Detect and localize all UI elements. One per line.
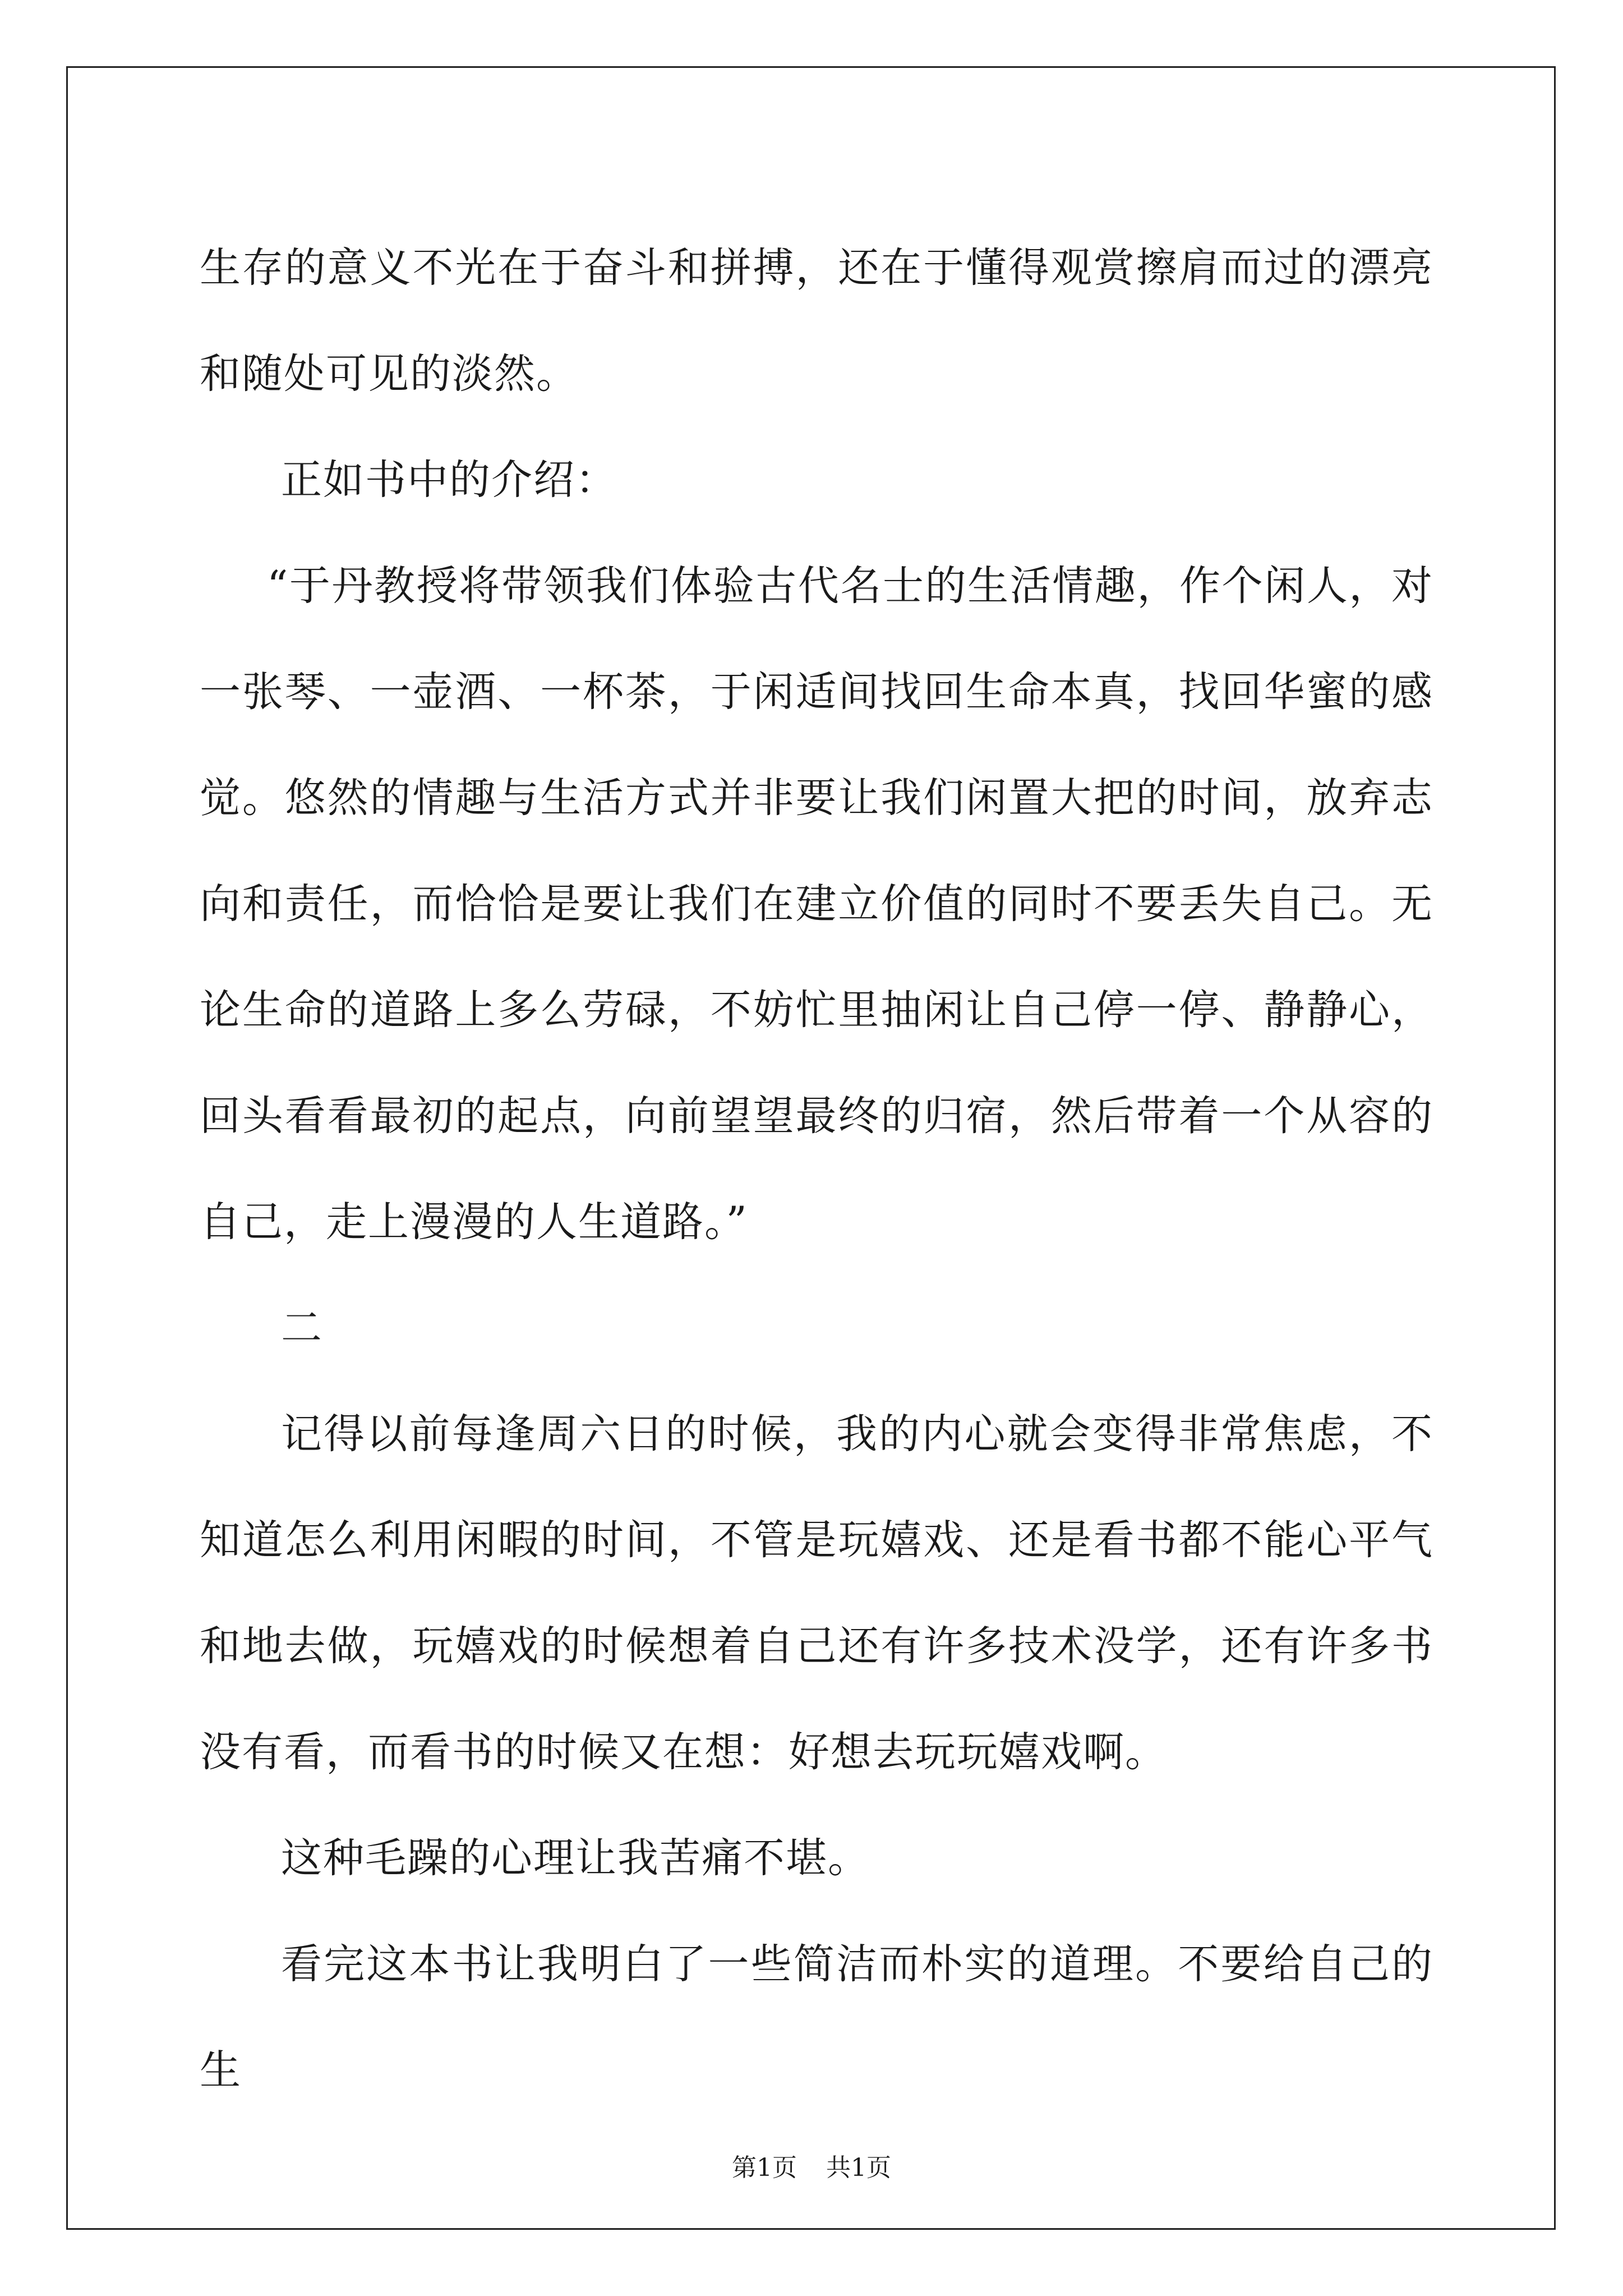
paragraph-1: 生存的意义不光在于奋斗和拼搏，还在于懂得观赏擦肩而过的漂亮和随处可见的淡然。 (200, 244, 1433, 398)
paragraph-2: 正如书中的介绍： (281, 456, 617, 504)
paragraph-5: 记得以前每逢周六日的时候，我的内心就会变得非常焦虑，不知道怎么利用闲暇的时间，不管是玩嬉戏、还是看书都不能心平气和地去做，玩嬉戏的时候想着自己还有许多技术没学，还有许多书没有看，而看书的时候又在想：好想去玩玩嬉戏啊。 (200, 1410, 1433, 1776)
page-total: 共1页 (826, 2154, 891, 2182)
paragraph-6: 这种毛躁的心理让我苦痛不堪。 (281, 1834, 870, 1882)
page-number: 第1页 (732, 2154, 797, 2182)
page-footer (0, 2151, 1623, 2185)
document-body (200, 215, 1433, 2123)
paragraph-7: 看完这本书让我明白了一些简洁而朴实的道理。不要给自己的生 (200, 1940, 1433, 2094)
paragraph-quote: “于丹教授将带领我们体验古代名士的生活情趣，作个闲人，对一张琴、一壶酒、一杯茶，于闲适间找回生命本真，找回华蜜的感觉。悠然的情趣与生活方式并非要让我们闲置大把的时间，放弃志向和责任，而恰恰是要让我们在建立价值的同时不要丢失自己。无论生命的道路上多么劳碌，不妨忙里抽闲让自己停一停、静静心，回头看看最初的起点，向前望望最终的归宿，然后带着一个从容的自己，走上漫漫的人生道路。” (200, 562, 1433, 1246)
section-heading-two: 二 (281, 1304, 323, 1352)
